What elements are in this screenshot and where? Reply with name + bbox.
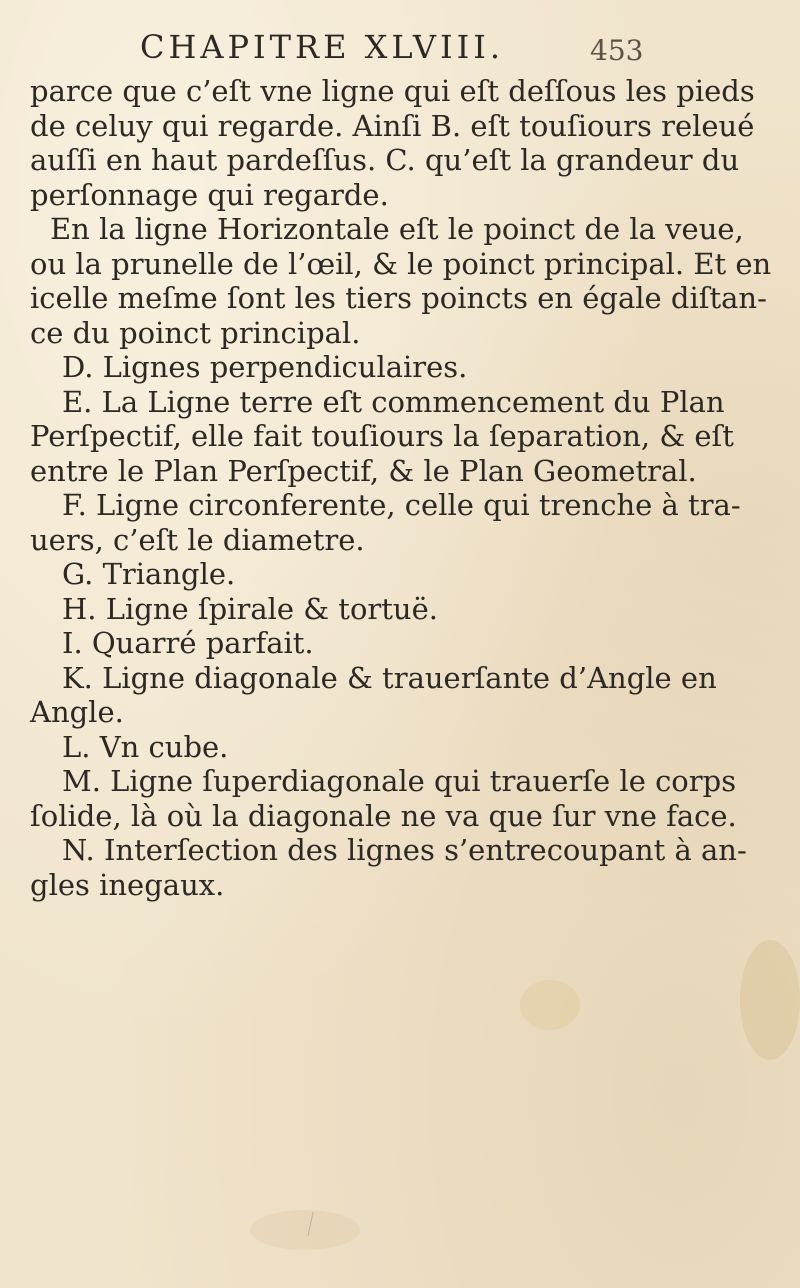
text-line: L. Vn cube. [62, 729, 229, 764]
text-line: G. Triangle. [62, 557, 236, 591]
text-line: icelle meſme ſont les tiers poincts en égale diſtan- [30, 281, 767, 315]
paper-stain [250, 1210, 360, 1250]
paper-stain [520, 980, 580, 1030]
text-line: entre le Plan Perſpectif, & le Plan Geometral. [30, 453, 697, 488]
text-line: auſſi en haut pardeſſus. C. qu’eſt la grandeur du [30, 143, 740, 177]
page-body [30, 74, 772, 902]
text-line: Angle. [30, 695, 124, 729]
text-line: ſolide, là où la diagonale ne va que ſur vne face. [30, 798, 737, 833]
text-line: uers, c’eſt le diametre. [30, 522, 365, 557]
text-line: I. Quarré parfait. [62, 626, 314, 660]
text-line: M. Ligne ſuperdiagonale qui trauerſe le corps [62, 764, 737, 798]
text-line: K. Ligne diagonale & trauerſante d’Angle en [62, 660, 717, 695]
page-number: 453 [590, 34, 644, 67]
text-line: F. Ligne circonferente, celle qui trenche à tra- [62, 488, 741, 522]
text-line: gles inegaux. [30, 867, 225, 902]
text-line: ou la prunelle de l’œil, & le poinct principal. Et en [30, 246, 772, 281]
text-line: E. La Ligne terre eſt commencement du Plan [62, 384, 725, 419]
text-line: perſonnage qui regarde. [30, 177, 389, 212]
ink-mark [307, 1212, 327, 1236]
text-line: D. Lignes perpendiculaires. [62, 350, 468, 384]
text-line: N. Interſection des lignes s’entrecoupant à an- [62, 833, 747, 867]
text-line: de celuy qui regarde. Ainſi B. eſt touſiours releué [30, 108, 755, 143]
text-line: Perſpectif, elle fait touſiours la ſeparation, & eſt [30, 419, 734, 453]
chapter-heading: CHAPITRE XLVIII. [140, 28, 505, 66]
text-line: En la ligne Horizontale eſt le poinct de la veue, [50, 212, 744, 246]
text-line: H. Ligne ſpirale & tortuë. [62, 591, 438, 626]
paper-stain [740, 940, 800, 1060]
text-line: parce que c’eſt vne ligne qui eſt deſſous les pieds [30, 74, 755, 108]
text-line: ce du poinct principal. [30, 315, 361, 350]
